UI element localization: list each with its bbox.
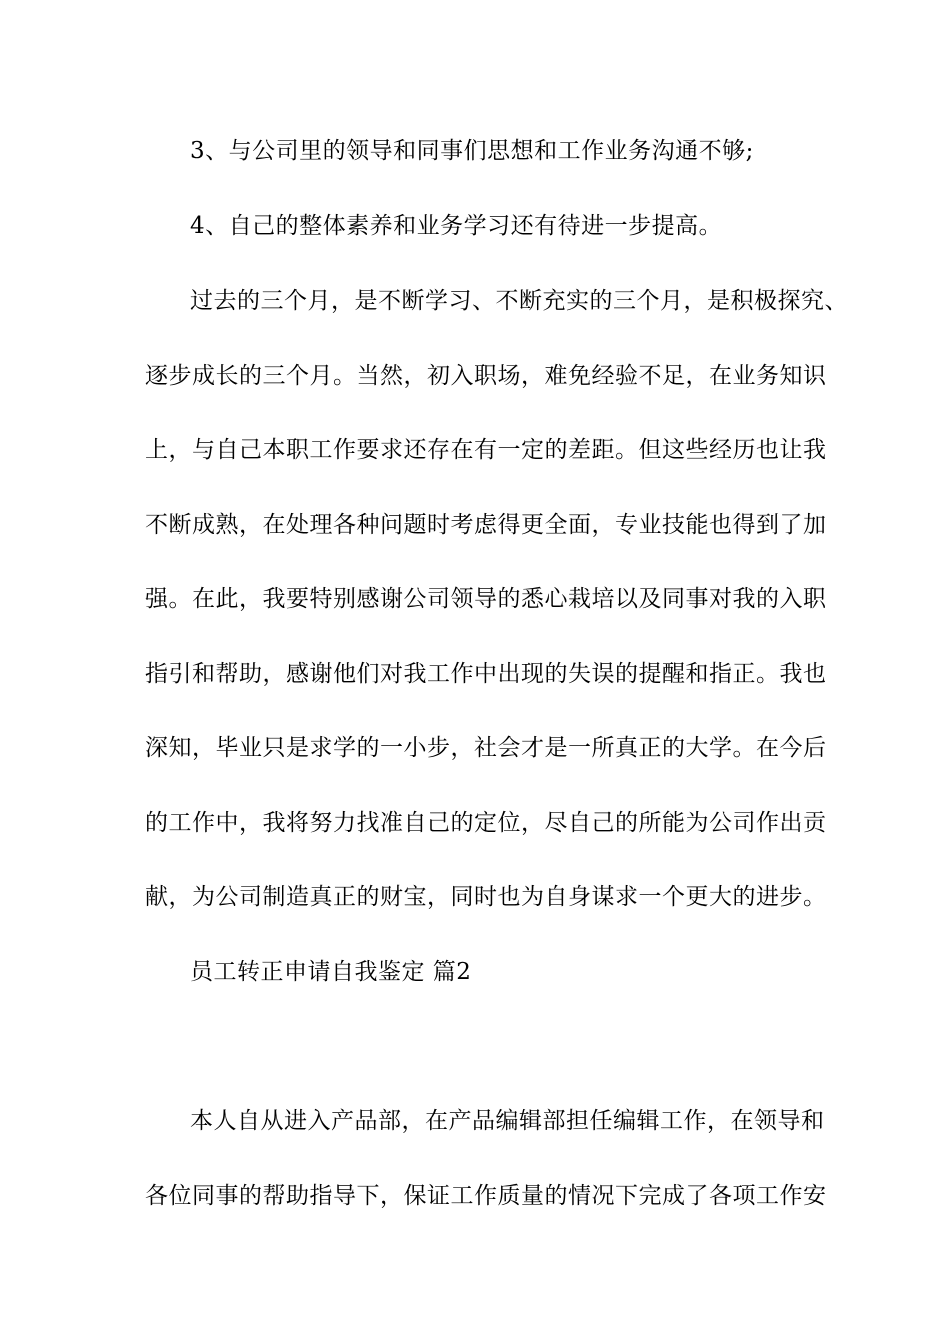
- section-heading: 员工转正申请自我鉴定 篇2: [190, 959, 472, 985]
- paragraph-line: 深知，毕业只是求学的一小步，社会才是一所真正的大学。在今后: [145, 735, 827, 761]
- paragraph-line: 不断成熟，在处理各种问题时考虑得更全面，专业技能也得到了加: [145, 512, 827, 538]
- paragraph-line: 逐步成长的三个月。当然，初入职场，难免经验不足，在业务知识: [145, 363, 827, 389]
- paragraph-line: 上，与自己本职工作要求还存在有一定的差距。但这些经历也让我: [145, 437, 827, 463]
- paragraph-line: 过去的三个月，是不断学习、不断充实的三个月，是积极探究、: [190, 288, 848, 314]
- paragraph-line: 的工作中，我将努力找准自己的定位，尽自己的所能为公司作出贡: [145, 810, 827, 836]
- paragraph-line: 各位同事的帮助指导下，保证工作质量的情况下完成了各项工作安: [145, 1183, 827, 1209]
- list-item-4: 4、自己的整体素养和业务学习还有待进一步提高。: [190, 213, 723, 239]
- paragraph-line: 献，为公司制造真正的财宝，同时也为自身谋求一个更大的进步。: [145, 884, 827, 910]
- paragraph-line: 本人自从进入产品部，在产品编辑部担任编辑工作，在领导和: [190, 1108, 825, 1134]
- paragraph-line: 强。在此，我要特别感谢公司领导的悉心栽培以及同事对我的入职: [145, 586, 827, 612]
- paragraph-line: 指引和帮助，感谢他们对我工作中出现的失误的提醒和指正。我也: [145, 661, 827, 687]
- list-item-3: 3、与公司里的领导和同事们思想和工作业务沟通不够;: [190, 138, 754, 164]
